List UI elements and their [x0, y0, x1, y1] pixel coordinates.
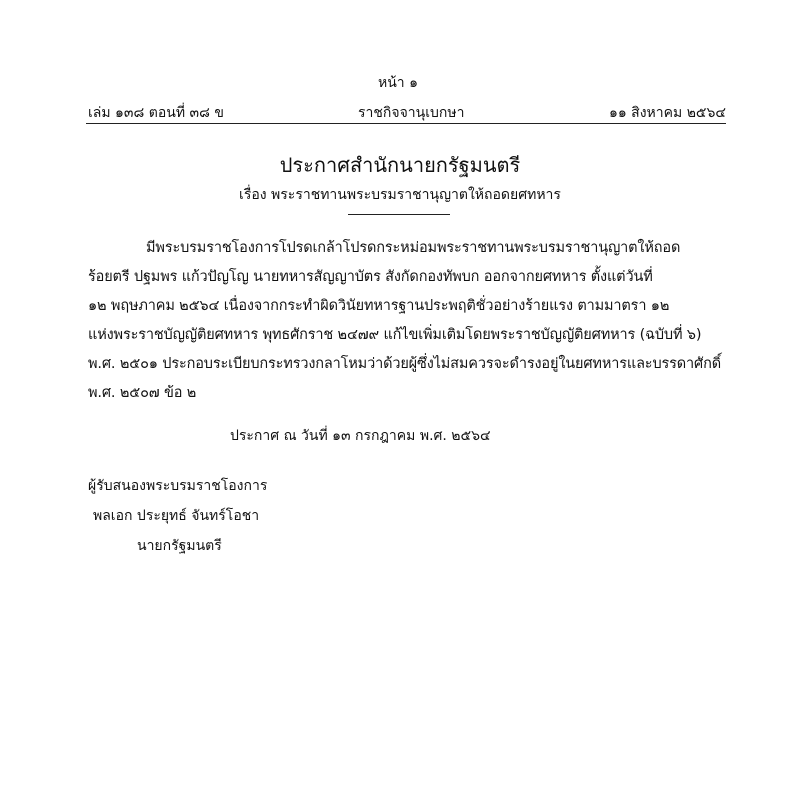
- gazette-name: ราชกิจจานุเบกษา: [358, 105, 465, 121]
- body-line: แห่งพระราชบัญญัติยศทหาร พุทธศักราช ๒๔๗๙ แก้ไขเพิ่มเติมโดยพระราชบัญญัติยศทหาร (ฉบับที่ ๖): [88, 327, 702, 343]
- announcement-date: ประกาศ ณ วันที่ ๑๓ กรกฎาคม พ.ศ. ๒๕๖๔: [230, 428, 491, 444]
- announcement-title: ประกาศสำนักนายกรัฐมนตรี: [279, 153, 521, 177]
- body-line: พ.ศ. ๒๕๐๗ ข้อ ๒: [88, 385, 197, 401]
- countersign-label: ผู้รับสนองพระบรมราชโองการ: [88, 478, 268, 494]
- header-date: ๑๑ สิงหาคม ๒๕๖๔: [608, 105, 726, 121]
- signer-title: นายกรัฐมนตรี: [137, 538, 222, 554]
- body-line: ๑๒ พฤษภาคม ๒๕๖๔ เนื่องจากกระทำผิดวินัยทหารฐานประพฤติชั่วอย่างร้ายแรง ตามมาตรา ๑๒: [88, 298, 670, 314]
- title-divider: [348, 214, 450, 215]
- header-divider: [86, 123, 726, 124]
- announcement-subject: เรื่อง พระราชทานพระบรมราชานุญาตให้ถอดยศทหาร: [239, 187, 561, 203]
- page-number: หน้า ๑: [378, 75, 418, 91]
- body-line: พ.ศ. ๒๕๐๑ ประกอบระเบียบกระทรวงกลาโหมว่าด้วยผู้ซึ่งไม่สมควรจะดำรงอยู่ในยศทหารและบรรดาศักดิ์: [88, 356, 721, 372]
- body-line: ร้อยตรี ปฐมพร แก้วปัญโญ นายทหารสัญญาบัตร สังกัดกองทัพบก ออกจากยศทหาร ตั้งแต่วันที่: [88, 269, 653, 285]
- body-line: มีพระบรมราชโองการโปรดเกล้าโปรดกระหม่อมพระราชทานพระบรมราชานุญาตให้ถอด: [146, 240, 681, 256]
- signer-name: พลเอก ประยุทธ์ จันทร์โอชา: [93, 508, 260, 524]
- volume-issue: เล่ม ๑๓๘ ตอนที่ ๓๘ ข: [88, 105, 224, 121]
